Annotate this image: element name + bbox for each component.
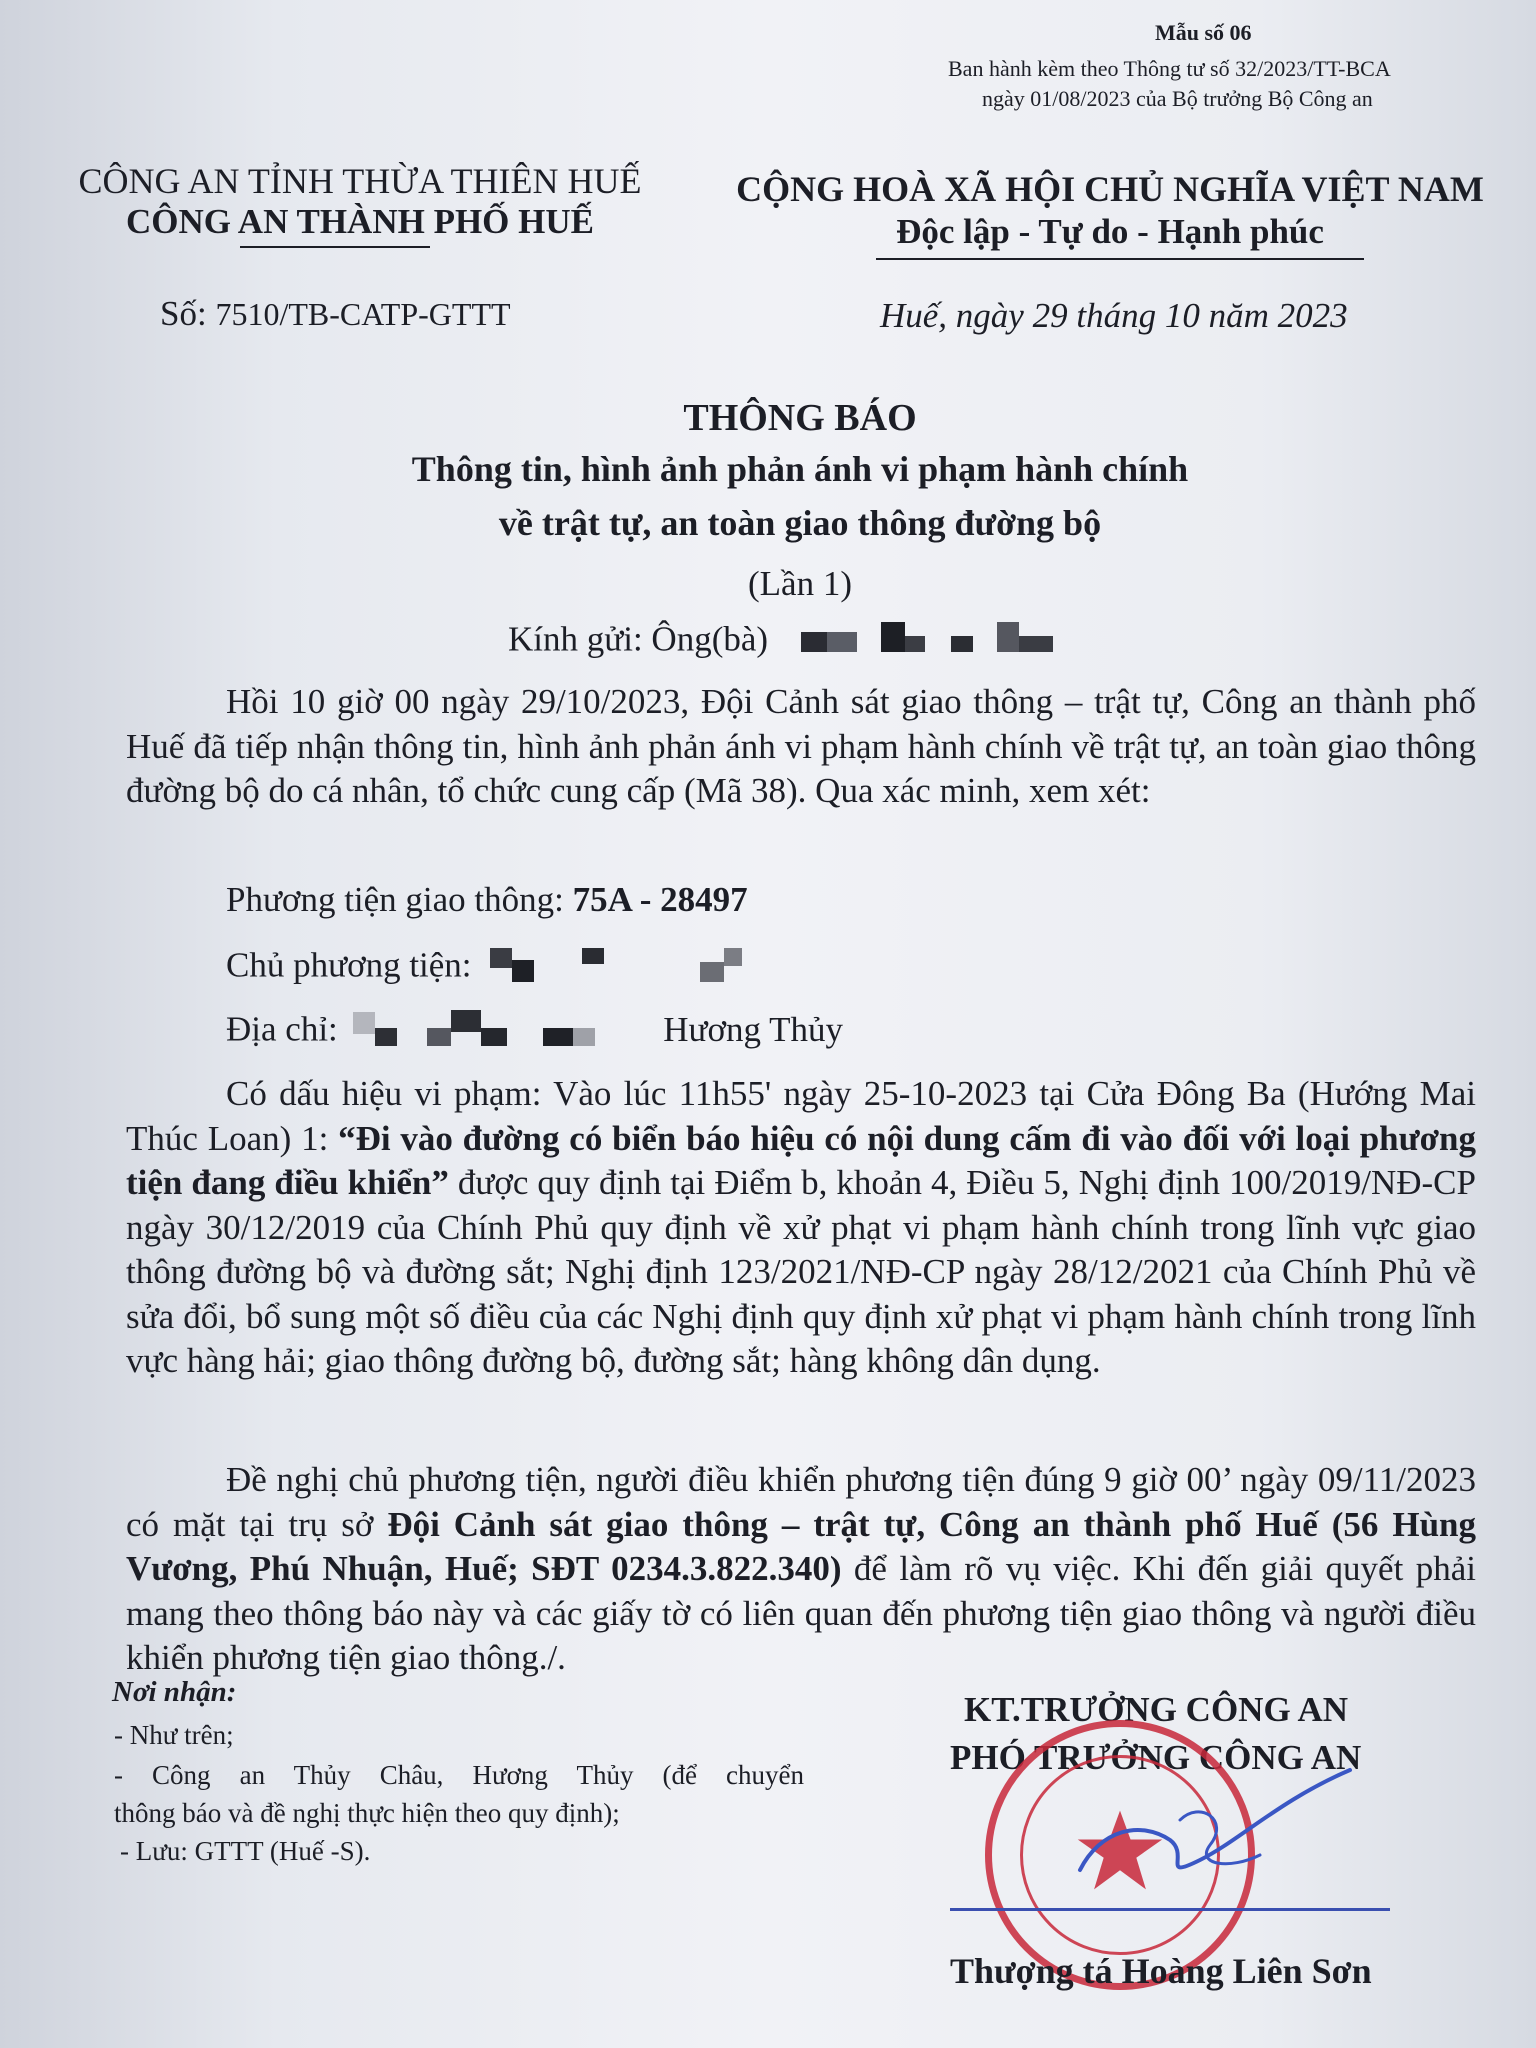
recipients-item-2-line-1: - Công an Thủy Châu, Hương Thủy (để chuyển [114, 1760, 804, 1790]
recipients-item-1: - Như trên; [114, 1720, 234, 1750]
intro-paragraph: Hồi 10 giờ 00 ngày 29/10/2023, Đội Cảnh sát giao thông – trật tự, Công an thành phố Huế đã tiếp nhận thông tin, hình ảnh phản ánh vi phạm hành chính về trật tự, an toàn giao thông đường bộ do cá nhân, tổ chức cung cấp (Mã 38). Qua xác minh, xem xét: [126, 682, 1476, 810]
request-text-1: Đề nghị chủ phương tiện, người điều khiển phương tiện đúng 9 giờ 00’ ngày 09/11/2023 có mặt tại trụ sở [126, 1460, 1476, 1544]
recipient-row [508, 618, 1061, 667]
handwritten-signature [1060, 1760, 1360, 1900]
doc-number-label: Số: [160, 294, 207, 333]
address-row [226, 1006, 843, 1059]
redacted-address [353, 1006, 643, 1059]
motto-underline [876, 258, 1364, 260]
vehicle-plate: 75A - 28497 [572, 880, 748, 919]
place-date: Huế, ngày 29 tháng 10 năm 2023 [880, 296, 1348, 335]
signature-line-2: PHÓ TRƯỞNG CÔNG AN [950, 1738, 1362, 1777]
violation-paragraph [126, 1072, 1476, 1384]
signature-line-1: KT.TRƯỞNG CÔNG AN [964, 1690, 1349, 1729]
violation-text-2: được quy định tại Điểm b, khoản 4, Điều 5, Nghị định 100/2019/NĐ-CP ngày 30/12/2019 của Chính Phủ quy định về xử phạt vi phạm hành chính trong lĩnh vực giao thông đường bộ và đường sắt; Nghị định 123/2021/NĐ-CP ngày 28/12/2021 của Chính Phủ về sửa đổi, bổ sung một số điều của các Nghị định quy định xử phạt vi phạm hành chính trong lĩnh vực hàng hải; giao thông đường bộ, đường sắt; hàng không dân dụng. [126, 1163, 1476, 1380]
notice-subtitle-2: về trật tự, an toàn giao thông đường bộ [498, 503, 1102, 543]
notice-title: THÔNG BÁO [683, 397, 917, 439]
signature-underline [950, 1908, 1390, 1911]
doc-number: 7510/TB-CATP-GTTT [215, 296, 511, 332]
owner-row [226, 942, 750, 995]
request-text-2: để làm rõ vụ việc. Khi đến giải quyết phải mang theo thông báo này và các giấy tờ có liên quan đến phương tiện giao thông và người điều khiển phương tiện giao thông./. [126, 1549, 1476, 1677]
recipients-item-2-line-2: thông báo và đề nghị thực hiện theo quy định); [114, 1798, 620, 1828]
address-label: Địa chỉ: [226, 1009, 338, 1049]
redacted-recipient-name [801, 618, 1061, 667]
vehicle-row [226, 880, 748, 920]
violation-text-1: Có dấu hiệu vi phạm: Vào lúc 11h55' ngày 25-10-2023 tại Cửa Đông Ba (Hướng Mai Thúc Loan) 1: [126, 1074, 1476, 1158]
motto: Độc lập - Tự do - Hạnh phúc [896, 212, 1324, 251]
violation-quote: “Đi vào đường có biển báo hiệu có nội dung cấm đi vào đối với loại phương tiện đang điều khiển” [126, 1118, 1476, 1202]
doc-number-row [160, 294, 511, 334]
agency-underline [240, 246, 430, 248]
address-visible: Hương Thủy [663, 1009, 844, 1049]
nation-title: CỘNG HOÀ XÃ HỘI CHỦ NGHĨA VIỆT NAM [736, 169, 1484, 209]
request-location: Đội Cảnh sát giao thông – trật tự, Công an thành phố Huế (56 Hùng Vương, Phú Nhuận, Huế; SĐT 0234.3.822.340) [126, 1504, 1476, 1588]
owner-label: Chủ phương tiện: [226, 945, 472, 985]
vehicle-label: Phương tiện giao thông: [226, 880, 564, 919]
recipients-label: Nơi nhận: [112, 1676, 237, 1708]
signer-name: Thượng tá Hoàng Liên Sơn [950, 1951, 1372, 1991]
recipient-label: Kính gửi: Ông(bà) [508, 619, 769, 659]
request-paragraph [126, 1458, 1476, 1681]
form-number: Mẫu số 06 [1155, 20, 1252, 45]
agency-parent: CÔNG AN TỈNH THỪA THIÊN HUẾ [78, 161, 642, 201]
notice-subtitle-1: Thông tin, hình ảnh phản ánh vi phạm hành chính [411, 449, 1189, 489]
form-issued-line-1: Ban hành kèm theo Thông tư số 32/2023/TT-BCA [948, 56, 1391, 81]
notice-round: (Lần 1) [748, 564, 852, 603]
form-issued-line-2: ngày 01/08/2023 của Bộ trưởng Bộ Công an [982, 86, 1373, 111]
redacted-owner-name [490, 942, 750, 995]
agency-name: CÔNG AN THÀNH PHỐ HUẾ [125, 202, 594, 241]
recipients-item-3: - Lưu: GTTT (Huế -S). [120, 1836, 371, 1866]
